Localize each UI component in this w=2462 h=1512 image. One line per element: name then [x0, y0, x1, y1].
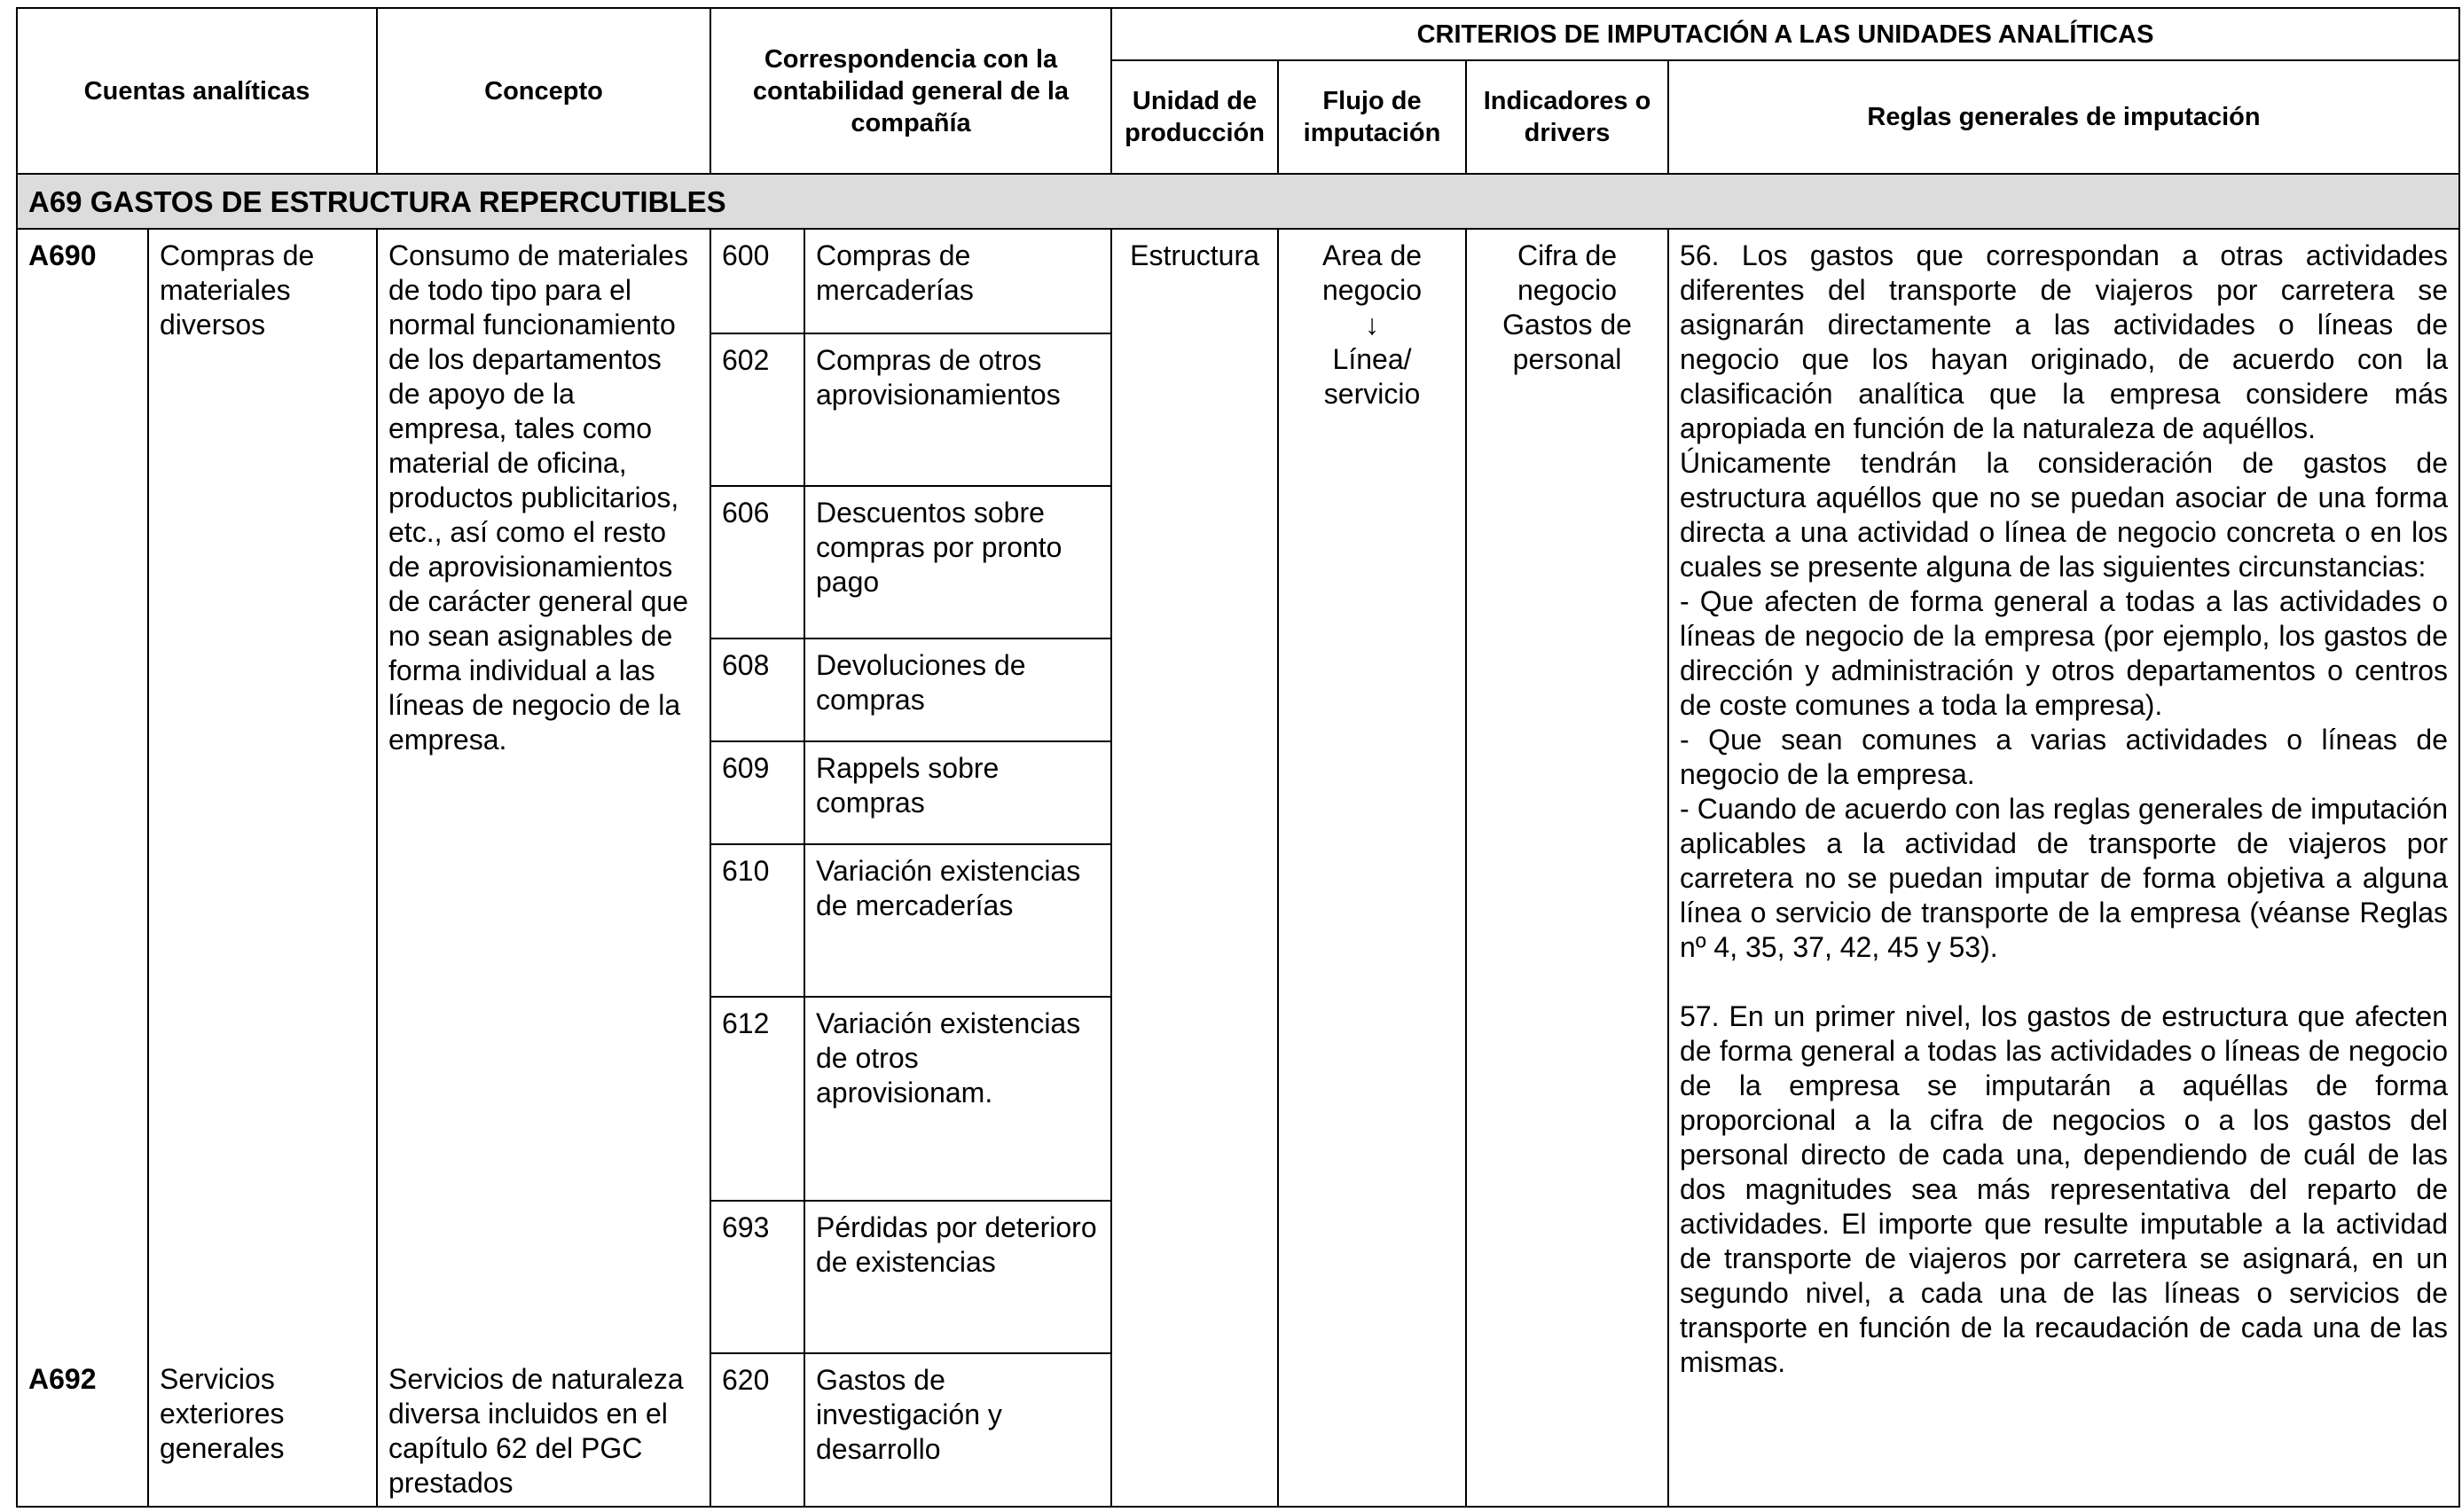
flujo-top: Area de negocio [1321, 239, 1423, 306]
gl-account-number: 608 [710, 638, 804, 741]
header-concepto: Concepto [377, 8, 710, 174]
gl-account-description: Variación existencias de mercaderías [804, 844, 1111, 997]
gl-account-description: Descuentos sobre compras por pronto pago [804, 486, 1111, 638]
gl-account-number: 606 [710, 486, 804, 638]
header-cuentas-analiticas: Cuentas analíticas [17, 8, 377, 174]
header-correspondencia: Correspondencia con la contabilidad general de la compañía [710, 8, 1111, 174]
gl-account-description: Rappels sobre compras [804, 741, 1111, 844]
account-concept: Consumo de materiales de todo tipo para el normal funcionamiento de los departamentos de apoyo de la empresa, tales como material de oficina, productos publicitarios, etc., así como el resto de aprovisionamientos de carácter general que no sean asignables de forma individual a las líneas de negocio de la empresa. [377, 229, 710, 1353]
rule-56-paragraph: - Cuando de acuerdo con las reglas generales de imputación aplicables a la actividad de transporte de viajeros por carretera no se puedan imputar de forma objetiva a alguna línea o servicio de transporte de la empresa (véanse Reglas nº 4, 35, 37, 42, 45 y 53). [1680, 793, 2449, 963]
gl-account-description: Devoluciones de compras [804, 638, 1111, 741]
gl-account-description: Compras de mercaderías [804, 229, 1111, 333]
gl-account-number: 609 [710, 741, 804, 844]
gl-account-description: Variación existencias de otros aprovisionam. [804, 997, 1111, 1201]
flujo-imputacion [1278, 229, 1466, 1507]
gl-account-description: Pérdidas por deterioro de existencias [804, 1201, 1111, 1353]
rule-56-paragraph: Únicamente tendrán la consideración de gastos de estructura aquéllos que no se puedan asociar de una forma directa a una actividad o línea de negocio concreta o en los cuales se presente alguna de las siguientes circunstancias: [1680, 447, 2449, 583]
gl-account-number: 610 [710, 844, 804, 997]
rule-56-paragraph: - Que afecten de forma general a todas a las actividades o líneas de negocio de la empresa (por ejemplo, los gastos de dirección y administración y otros departamentos o centros de coste comunes a toda la empresa). [1680, 585, 2449, 721]
rule-56-paragraph: - Que sean comunes a varias actividades o líneas de negocio de la empresa. [1680, 724, 2449, 790]
account-name: Servicios exteriores generales [148, 1353, 377, 1507]
header-indicadores: Indicadores o drivers [1466, 60, 1668, 174]
reglas-imputacion [1668, 229, 2459, 1507]
section-title: A69 GASTOS DE ESTRUCTURA REPERCUTIBLES [17, 174, 2459, 229]
account-code: A692 [17, 1353, 148, 1507]
gl-account-number: 612 [710, 997, 804, 1201]
account-name: Compras de materiales diversos [148, 229, 377, 1353]
header-flujo-imputacion: Flujo de imputación [1278, 60, 1466, 174]
gl-account-number: 620 [710, 1353, 804, 1507]
paragraph-spacer [1680, 965, 2448, 999]
rule-57-paragraph: 57. En un primer nivel, los gastos de estructura que afecten de forma general a todas las actividades o líneas de negocio de la empresa se imputarán a aquéllas de forma proporcional a la cifra de negocios o a los gastos del personal directo de cada una, dependiendo de cuál de las dos magnitudes sea más representativa del reparto de actividades. El importe que resulte imputable a la actividad de transporte de viajeros por carretera se asignará, en un segundo nivel, a cada una de las líneas o servicios de transporte en función de la recaudación de cada una de las mismas. [1680, 1000, 2449, 1378]
indicadores-drivers: Cifra de negocio Gastos de personal [1466, 229, 1668, 1507]
gl-account-number: 600 [710, 229, 804, 333]
flujo-bottom: Línea/ servicio [1323, 343, 1421, 410]
gl-account-description: Compras de otros aprovisionamientos [804, 333, 1111, 486]
rule-56-paragraph: 56. Los gastos que correspondan a otras actividades diferentes del transporte de viajeros por carretera se asignarán directamente a las actividades o líneas de negocio que los hayan originado, de acuerdo con la clasificación analítica que la empresa considere más apropiada en función de la naturaleza de aquéllos. [1680, 239, 2449, 444]
gl-account-number: 693 [710, 1201, 804, 1353]
account-concept: Servicios de naturaleza diversa incluidos en el capítulo 62 del PGC prestados [377, 1353, 710, 1507]
header-criterios: CRITERIOS DE IMPUTACIÓN A LAS UNIDADES ANALÍTICAS [1111, 8, 2459, 60]
gl-account-number: 602 [710, 333, 804, 486]
account-code: A690 [17, 229, 148, 1353]
down-arrow-icon: ↓ [1365, 309, 1380, 341]
header-reglas: Reglas generales de imputación [1668, 60, 2459, 174]
unidad-produccion: Estructura [1111, 229, 1278, 1507]
gl-account-description: Gastos de investigación y desarrollo [804, 1353, 1111, 1507]
header-unidad-produccion: Unidad de producción [1111, 60, 1278, 174]
imputation-criteria-table [16, 7, 2460, 1508]
